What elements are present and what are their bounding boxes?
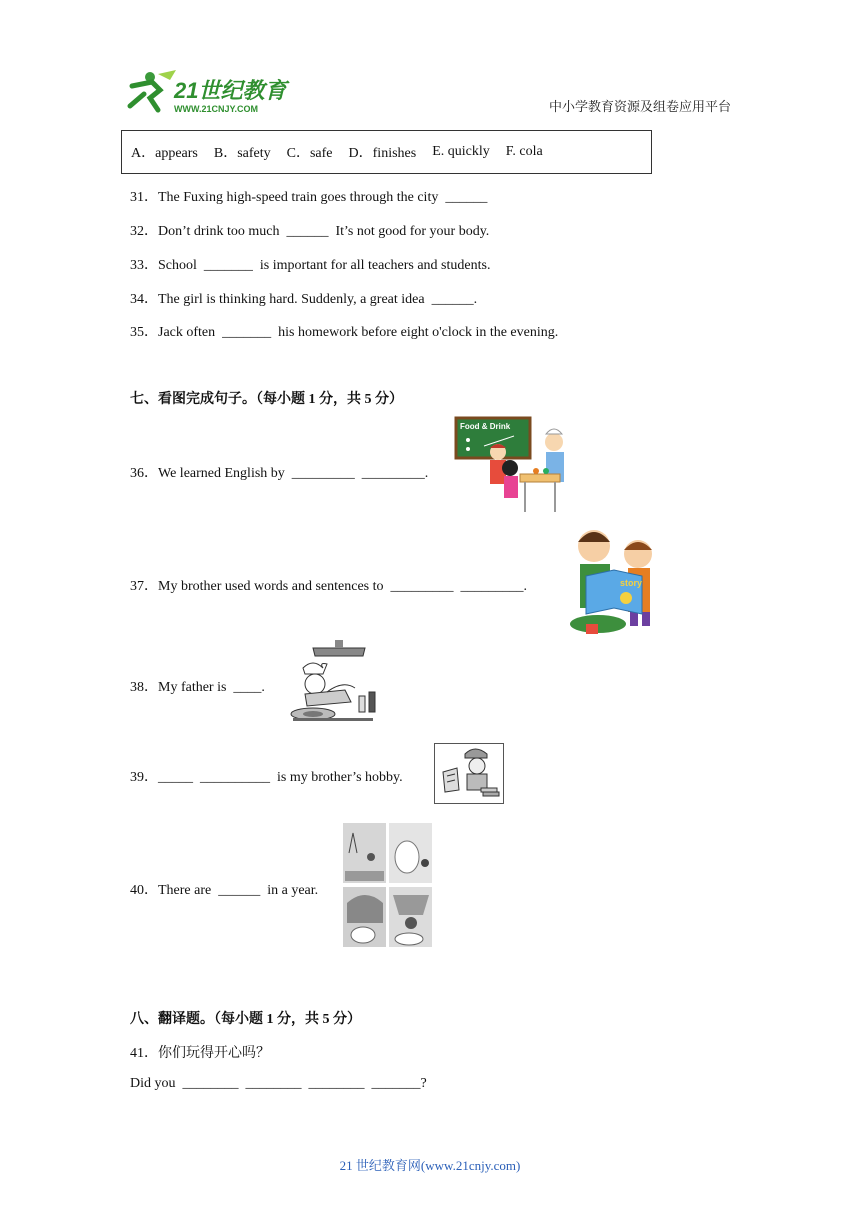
question-36: 36．We learned English by _________ _________. — [130, 466, 429, 481]
question-33: 33．School _______ is important for all teachers and students. — [130, 258, 491, 273]
chef-cooking-image — [283, 640, 383, 724]
question-35: 35．Jack often _______ his homework before eight o'clock in the evening. — [130, 325, 559, 340]
question-41: 41．你们玩得开心吗？ — [130, 1046, 270, 1061]
word-option: F. cola — [505, 144, 543, 159]
question-31: 31．The Fuxing high-speed train goes through the city ______ — [130, 190, 488, 205]
footer-link[interactable]: 21 世纪教育网(www.21cnjy.com) — [339, 1158, 521, 1173]
word-option: A．appears — [131, 146, 198, 161]
svg-text:Food & Drink: Food & Drink — [460, 422, 511, 431]
runner-icon — [130, 70, 176, 110]
svg-text:story: story — [620, 578, 643, 588]
word-option: B．safety — [213, 146, 271, 161]
word-option: E. quickly — [432, 144, 490, 159]
site-logo — [122, 68, 292, 116]
question-38: 38．My father is ____. — [130, 680, 265, 695]
section-8-title: 八、翻译题。（每小题 1 分，共 5 分） — [130, 1012, 361, 1027]
boy-hobby-image — [434, 743, 504, 804]
platform-name: 中小学教育资源及组卷应用平台 — [549, 99, 732, 114]
logo-main-text: 21世纪教育 — [174, 78, 287, 103]
question-34: 34．The girl is thinking hard. Suddenly, a great idea ______. — [130, 292, 478, 307]
reading-boys-image — [568, 524, 662, 638]
section-7-title: 七、看图完成句子。（每小题 1 分，共 5 分） — [130, 392, 403, 407]
word-option: D．finishes — [348, 146, 417, 161]
word-bank — [121, 130, 652, 174]
cooking-class-image — [454, 416, 586, 522]
question-32: 32．Don’t drink too much ______ It’s not good for your body. — [130, 224, 490, 239]
question-37: 37．My brother used words and sentences to _________ _________. — [130, 579, 528, 594]
question-41-answer: Did you ________ ________ ________ _______? — [130, 1076, 427, 1091]
four-seasons-image — [343, 823, 432, 947]
question-40: 40．There are ______ in a year. — [130, 883, 319, 898]
logo-sub-text: WWW.21CNJY.COM — [174, 104, 259, 114]
question-39: 39．_____ __________ is my brother’s hobby. — [130, 770, 403, 785]
word-option: C．safe — [286, 146, 333, 161]
